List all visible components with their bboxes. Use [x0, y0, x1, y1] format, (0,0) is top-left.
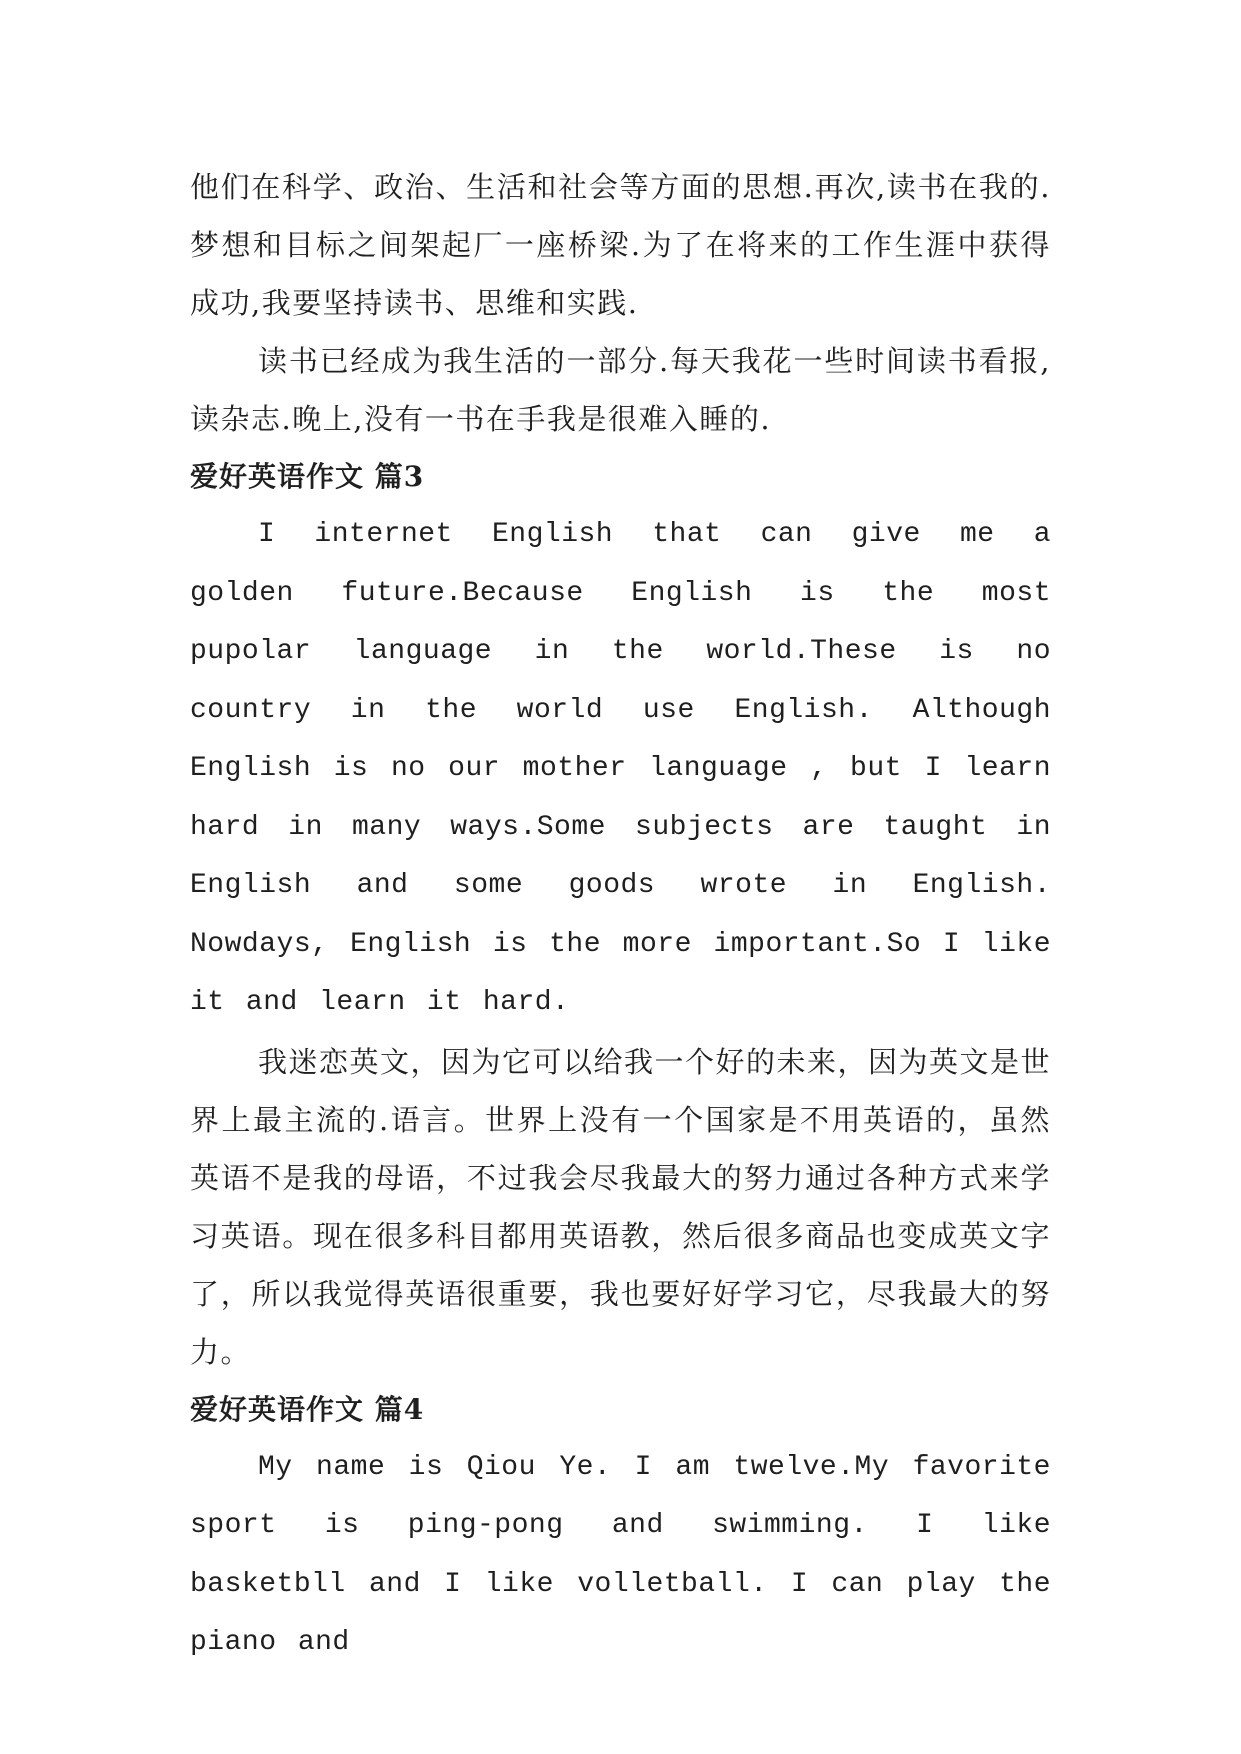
paragraph-english-essay-3: I internet English that can give me a golden future.Because English is the most pupolar language in the world.These is no country in the world use English. Although English is no our mother language , but I learn hard in many ways.Some subjects are taught in English and some goods wrote in English. Nowdays, English is the more important.So I like it and learn it hard.	[190, 519, 1051, 1018]
paragraph-chinese-translation-3: 我迷恋英文，因为它可以给我一个好的未来，因为英文是世界上最主流的.语言。世界上没有一个国家是不用英语的，虽然英语不是我的母语，不过我会尽我最大的努力通过各种方式来学习英语。现在很多科目都用英语教，然后很多商品也变成英文字了，所以我觉得英语很重要，我也要好好学习它，尽我最大的努力。	[190, 1044, 1052, 1369]
paragraph-english-essay-4: My name is Qiou Ye. I am twelve.My favorite sport is ping-pong and swimming. I like basketbll and I like volletball. I can play the piano and	[190, 1451, 1051, 1658]
section-heading-3: 爱好英语作文 篇3	[190, 460, 425, 493]
paragraph-reading-thoughts: 他们在科学、政治、生活和社会等方面的思想.再次,读书在我的.梦想和目标之间架起厂一座桥梁.为了在将来的工作生涯中获得成功,我要坚持读书、思维和实践.	[190, 170, 1051, 320]
section-heading-4: 爱好英语作文 篇4	[190, 1392, 425, 1426]
paragraph-reading-habit: 读书已经成为我生活的一部分.每天我花一些时间读书看报,读杂志.晚上,没有一书在手我是很难入睡的.	[190, 344, 1051, 436]
document-page	[190, 158, 1051, 1673]
